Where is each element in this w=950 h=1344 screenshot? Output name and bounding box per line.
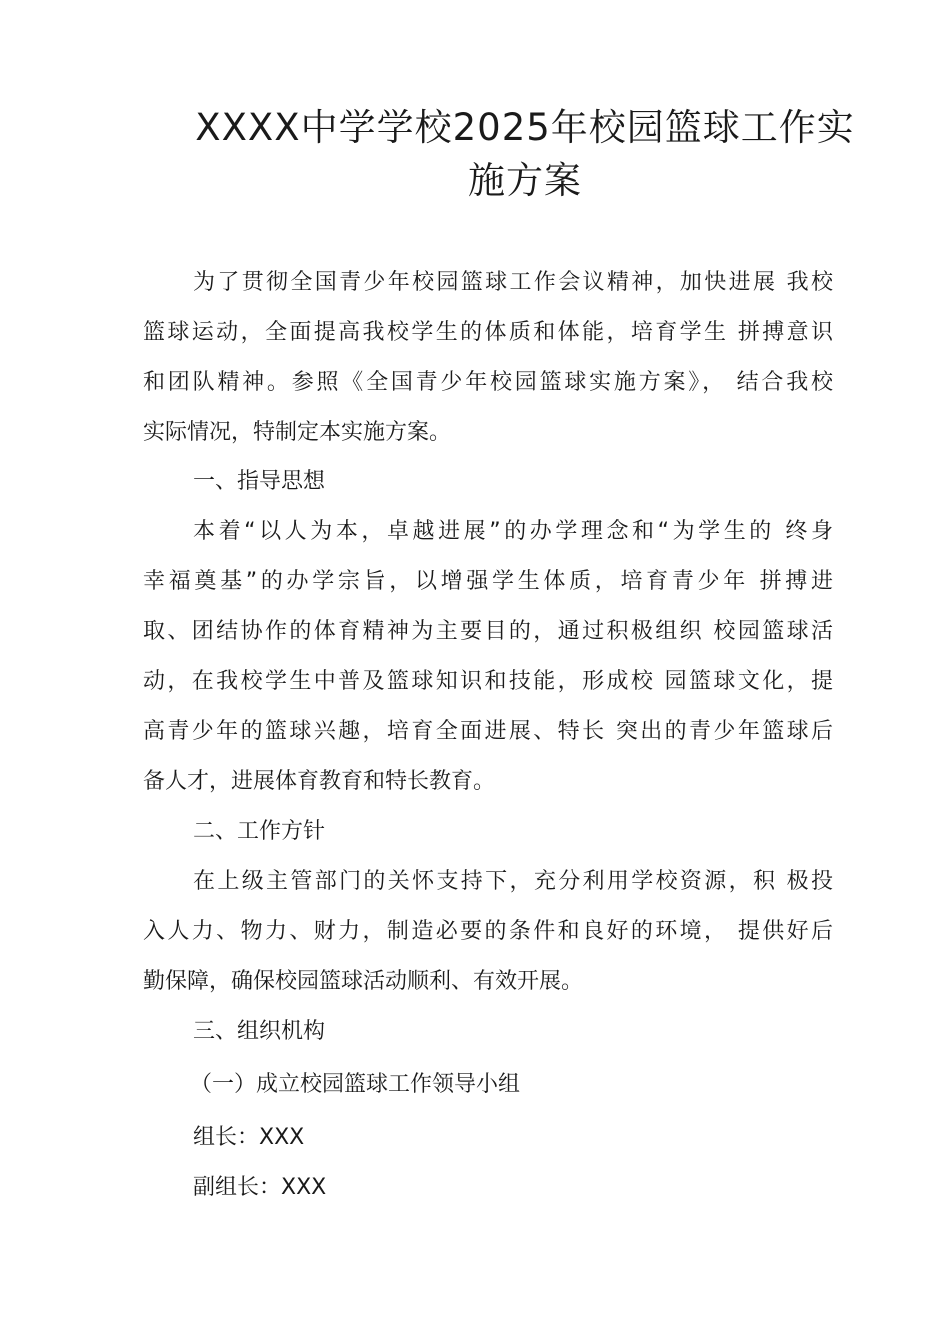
section-heading-guiding-ideology: 一、指导思想: [193, 469, 326, 494]
section1-paragraph-line: 幸福奠基”的办学宗旨，以增强学生体质，培育青少年 拼搏进: [143, 569, 833, 594]
deputy-group-leader-line: 副组长：XXX: [193, 1175, 327, 1200]
group-leader-line: 组长：XXX: [193, 1125, 305, 1150]
section1-paragraph-line: 备人才，进展体育教育和特长教育。: [143, 769, 496, 794]
section2-paragraph-line: 在上级主管部门的关怀支持下，充分利用学校资源，积 极投: [193, 869, 833, 894]
section2-paragraph-line: 勤保障，确保校园篮球活动顺利、有效开展。: [143, 969, 584, 994]
section1-paragraph-line: 高青少年的篮球兴趣，培育全面进展、特长 突出的青少年篮球后: [143, 719, 833, 744]
section2-paragraph-line: 入人力、物力、财力，制造必要的条件和良好的环境， 提供好后: [143, 919, 833, 944]
intro-paragraph-line: 实际情况，特制定本实施方案。: [143, 420, 452, 445]
subsection-heading-leading-group: （一）成立校园篮球工作领导小组: [190, 1072, 521, 1097]
intro-paragraph-line: 为了贯彻全国青少年校园篮球工作会议精神，加快进展 我校: [193, 270, 833, 295]
section1-paragraph-line: 动，在我校学生中普及篮球知识和技能，形成校 园篮球文化，提: [143, 669, 833, 694]
intro-paragraph-line: 篮球运动，全面提高我校学生的体质和体能，培育学生 拼搏意识: [143, 320, 833, 345]
section1-paragraph-line: 本着“以人为本，卓越进展”的办学理念和“为学生的 终身: [193, 519, 833, 544]
section-heading-work-policy: 二、工作方针: [193, 819, 326, 844]
document-title-line-1: XXXX中学学校2025年校园篮球工作实: [195, 106, 855, 149]
document-title-line-2: 施方案: [468, 159, 582, 202]
section-heading-organization: 三、组织机构: [193, 1019, 326, 1044]
intro-paragraph-line: 和团队精神。参照《全国青少年校园篮球实施方案》， 结合我校: [143, 370, 833, 395]
section1-paragraph-line: 取、团结协作的体育精神为主要目的，通过积极组织 校园篮球活: [143, 619, 833, 644]
